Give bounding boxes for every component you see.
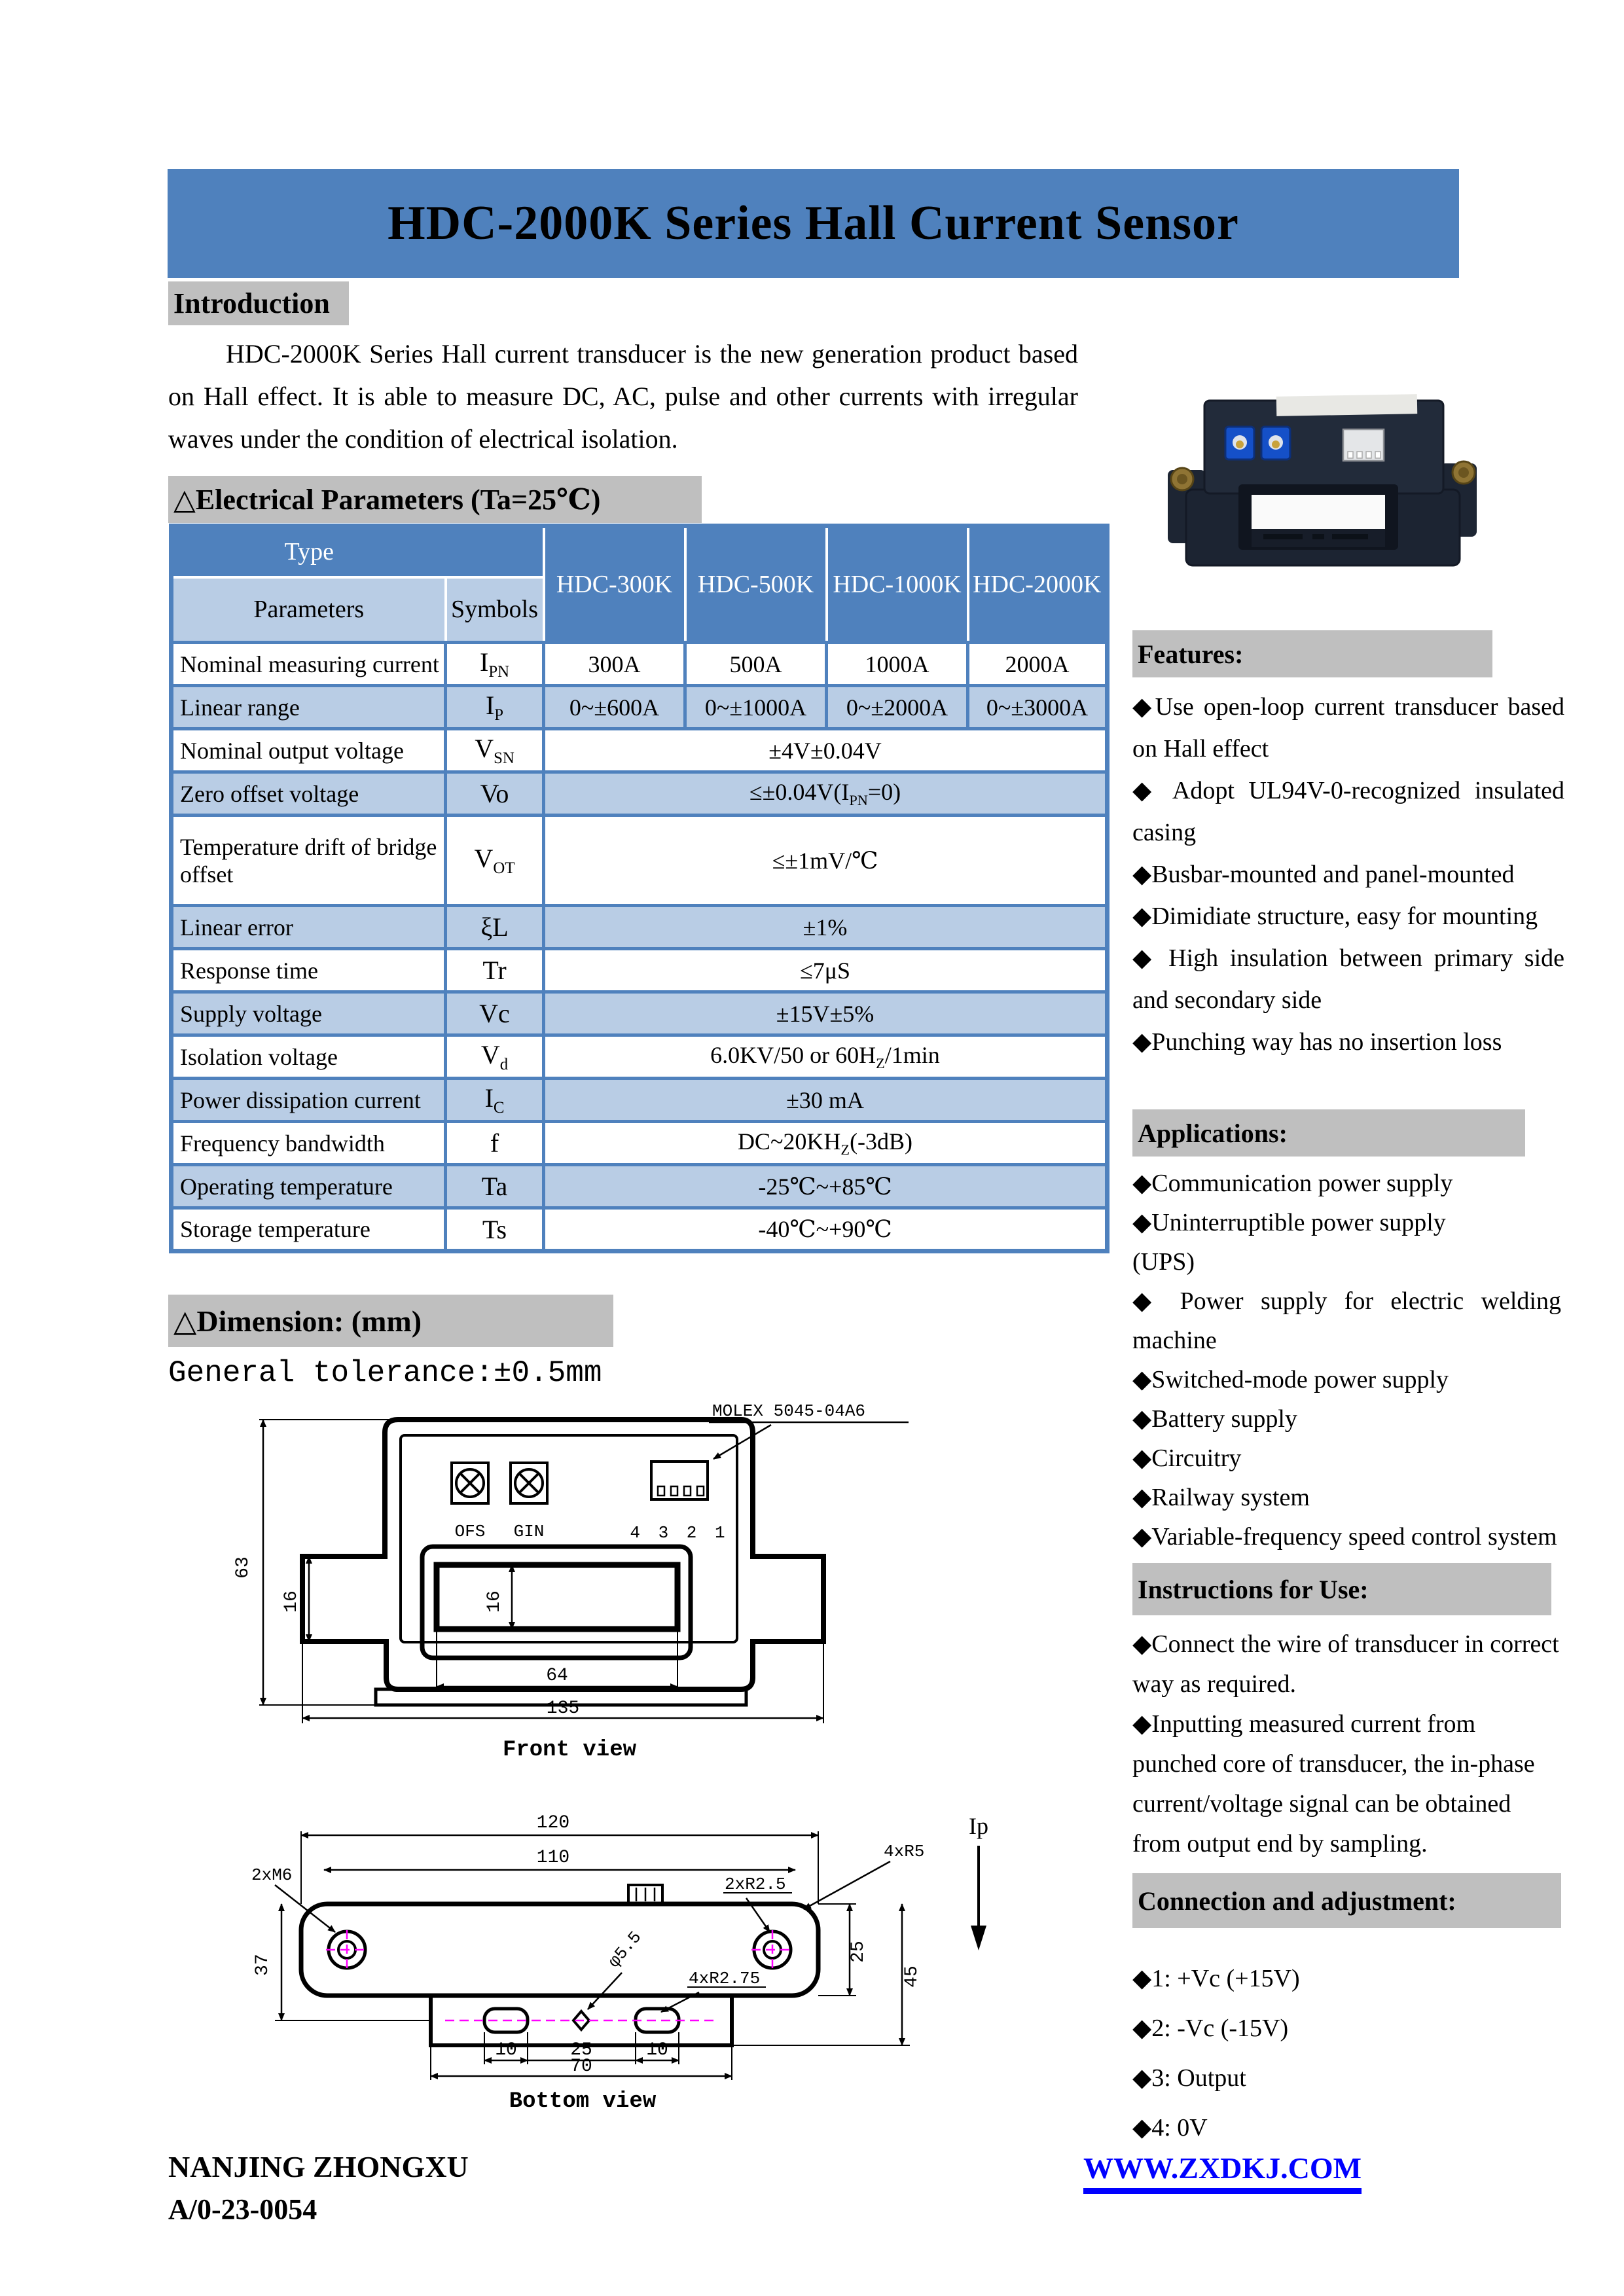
right-slot — [636, 2009, 679, 2032]
param-name: Isolation voltage — [171, 1035, 446, 1079]
dim-37: 37 — [253, 1954, 273, 1976]
param-symbol: Vc — [446, 992, 544, 1035]
dim-110: 110 — [536, 1848, 570, 1868]
connection-list — [1132, 1954, 1558, 2153]
list-item: way as required. — [1132, 1670, 1297, 1698]
front-body-outline — [302, 1420, 823, 1689]
footer-website-link[interactable]: WWW.ZXDKJ.COM — [1083, 2151, 1362, 2194]
list-item: ◆Circuitry — [1132, 1444, 1242, 1472]
phi-label: φ5.5 — [604, 1928, 646, 1972]
param-name: Zero offset voltage — [171, 772, 446, 816]
table-corner-type: Type — [171, 526, 544, 577]
param-value: 0~±2000A — [827, 686, 968, 729]
list-item: (UPS) — [1132, 1248, 1195, 1276]
param-symbol: $I_C$ — [446, 1079, 544, 1122]
param-symbol: $I_{PN}$ — [446, 643, 544, 686]
gin-label: GIN — [513, 1522, 545, 1541]
dim-25: 25 — [848, 1941, 869, 1963]
param-symbol: $V_{SN}$ — [446, 729, 544, 772]
param-value: -40℃~+90℃ — [544, 1208, 1108, 1251]
column-header-model: HDC-500K — [685, 526, 827, 643]
param-symbol: $V_{OT}$ — [446, 816, 544, 906]
photo-label-sticker — [1276, 394, 1417, 416]
list-item: ◆ High insulation between primary side and secondary side — [1132, 944, 1564, 1014]
param-symbol: f — [446, 1122, 544, 1165]
product-photo — [1165, 393, 1479, 583]
list-item: current/voltage signal can be obtained — [1132, 1790, 1511, 1818]
param-name: Nominal output voltage — [171, 729, 446, 772]
features-list — [1132, 686, 1564, 1063]
param-value: ≤7μS — [544, 949, 1108, 992]
list-item: from output end by sampling. — [1132, 1830, 1428, 1857]
param-value: ±1% — [544, 906, 1108, 949]
param-value: ≤±1mV/℃ — [544, 816, 1108, 906]
param-value: -25℃~+85℃ — [544, 1165, 1108, 1208]
param-symbol: Tr — [446, 949, 544, 992]
param-name: Linear error — [171, 906, 446, 949]
param-value: $DC\sim 20KH_Z(-3dB)$ — [544, 1122, 1108, 1165]
param-value: 0~±1000A — [685, 686, 827, 729]
param-value: 300A — [544, 643, 685, 686]
photo-aperture-window — [1252, 495, 1385, 529]
gain-potentiometer-icon — [511, 1463, 547, 1503]
list-item: ◆Use open-loop current transducer based on Hall effect — [1132, 693, 1564, 762]
param-value: ±4V±0.04V — [544, 729, 1108, 772]
introduction-paragraph: HDC-2000K Series Hall current transducer is the new generation product based on Hall effect. It is able to measure DC, AC, pulse and other currents with irregular waves under the condition of electrical isolation. — [168, 339, 1078, 454]
list-item: ◆Connect the wire of transducer in correct — [1132, 1630, 1559, 1658]
param-value: 1000A — [827, 643, 968, 686]
list-item: punched core of transducer, the in-phase — [1132, 1750, 1535, 1778]
footer-doc-number: A/0-23-0054 — [168, 2193, 317, 2225]
dim-10-right: 10 — [646, 2040, 668, 2060]
general-tolerance: General tolerance:±0.5mm — [168, 1356, 602, 1390]
param-name: Storage temperature — [171, 1208, 446, 1251]
param-name: Frequency bandwidth — [171, 1122, 446, 1165]
param-value: ±15V±5% — [544, 992, 1108, 1035]
dim-64: 64 — [546, 1666, 568, 1686]
ip-arrow-icon — [971, 1926, 986, 1950]
list-item: ◆1: +Vc (+15V) — [1132, 1965, 1300, 1992]
bottom-view-drawing — [229, 1768, 1021, 2083]
param-name: Response time — [171, 949, 446, 992]
list-item: ◆Variable-frequency speed control system — [1132, 1523, 1557, 1551]
list-item: ◆Busbar-mounted and panel-mounted — [1132, 861, 1515, 888]
param-name: Operating temperature — [171, 1165, 446, 1208]
instructions-list — [1132, 1624, 1578, 1864]
m6-label: 2xM6 — [251, 1865, 293, 1885]
list-item: ◆Switched-mode power supply — [1132, 1366, 1449, 1393]
dim-120: 120 — [536, 1813, 570, 1833]
dim-135: 135 — [546, 1698, 580, 1719]
front-aperture — [437, 1565, 677, 1629]
column-header-model: HDC-300K — [544, 526, 685, 643]
param-value: ±30 mA — [544, 1079, 1108, 1122]
param-symbol: Vo — [446, 772, 544, 816]
bottom-view-caption: Bottom view — [509, 2089, 657, 2114]
r275-label: 4xR2.75 — [689, 1969, 761, 1988]
features-heading: Features: — [1132, 630, 1492, 677]
connection-heading: Connection and adjustment: — [1132, 1873, 1561, 1928]
dim-16-wing: 16 — [281, 1590, 302, 1613]
column-header-symbols: Symbols — [446, 577, 544, 643]
list-item: ◆Battery supply — [1132, 1405, 1297, 1433]
dimension-heading: △Dimension: (mm) — [168, 1295, 613, 1347]
page-title: HDC-2000K Series Hall Current Sensor — [388, 196, 1239, 250]
param-value: 500A — [685, 643, 827, 686]
param-value: 0~±3000A — [968, 686, 1108, 729]
list-item: ◆Uninterruptible power supply — [1132, 1209, 1446, 1236]
molex-label: MOLEX 5045-04A6 — [712, 1401, 866, 1421]
param-symbol: $V_d$ — [446, 1035, 544, 1079]
dim-63: 63 — [233, 1556, 253, 1579]
offset-potentiometer-icon — [452, 1463, 488, 1503]
list-item: ◆2: -Vc (-15V) — [1132, 2015, 1289, 2042]
applications-list — [1132, 1164, 1561, 1556]
parameters-table — [169, 524, 1110, 1253]
list-item: ◆Railway system — [1132, 1484, 1310, 1511]
r25-label: 2xR2.5 — [725, 1874, 786, 1894]
param-symbol: Ts — [446, 1208, 544, 1251]
introduction-heading: Introduction — [168, 281, 349, 325]
ip-label: Ip — [969, 1813, 988, 1839]
list-item: ◆Dimidiate structure, easy for mounting — [1132, 903, 1538, 930]
front-view-caption: Front view — [502, 1738, 637, 1763]
param-symbol: ξL — [446, 906, 544, 949]
list-item: ◆3: Output — [1132, 2064, 1246, 2092]
param-value: $\le\pm 0.04V(I_{PN}=0)$ — [544, 772, 1108, 816]
footer-company: NANJING ZHONGXU — [168, 2150, 469, 2183]
param-symbol: $I_P$ — [446, 686, 544, 729]
list-item: ◆Communication power supply — [1132, 1170, 1453, 1197]
list-item: ◆4: 0V — [1132, 2114, 1208, 2142]
parameters-table-body — [171, 643, 1108, 1251]
ofs-label: OFS — [454, 1522, 486, 1541]
column-header-model: HDC-1000K — [827, 526, 968, 643]
param-name: Nominal measuring current — [171, 643, 446, 686]
column-header-parameters: Parameters — [171, 577, 446, 643]
list-item: ◆Inputting measured current from — [1132, 1710, 1476, 1738]
dim-25-center: 25 — [570, 2040, 592, 2060]
list-item: ◆ Adopt UL94V-0-recognized insulated casing — [1132, 777, 1564, 846]
pin-numbers-label: 4 3 2 1 — [630, 1523, 729, 1543]
applications-heading: Applications: — [1132, 1109, 1525, 1157]
param-value: 2000A — [968, 643, 1108, 686]
electrical-parameters-heading: △Electrical Parameters (Ta=25℃) — [168, 476, 702, 523]
param-value: 0~±600A — [544, 686, 685, 729]
instructions-heading: Instructions for Use: — [1132, 1563, 1551, 1615]
param-name: Supply voltage — [171, 992, 446, 1035]
title-banner — [168, 169, 1459, 278]
connector-icon — [651, 1462, 708, 1499]
param-symbol: Ta — [446, 1165, 544, 1208]
param-name: Temperature drift of bridge offset — [171, 816, 446, 906]
param-name: Power dissipation current — [171, 1079, 446, 1122]
param-name: Linear range — [171, 686, 446, 729]
r5-label: 4xR5 — [884, 1842, 925, 1861]
dim-10-left: 10 — [495, 2040, 517, 2060]
list-item: ◆Punching way has no insertion loss — [1132, 1028, 1502, 1056]
param-value: 6.0KV/50 or $60H_Z/1\min$ — [544, 1035, 1108, 1079]
dim-45: 45 — [902, 1965, 922, 1988]
list-item: ◆ Power supply for electric welding machine — [1132, 1287, 1561, 1354]
dim-70: 70 — [570, 2056, 592, 2077]
dim-16-aperture: 16 — [484, 1590, 505, 1613]
front-view-drawing — [229, 1397, 910, 1734]
column-header-model: HDC-2000K — [968, 526, 1108, 643]
